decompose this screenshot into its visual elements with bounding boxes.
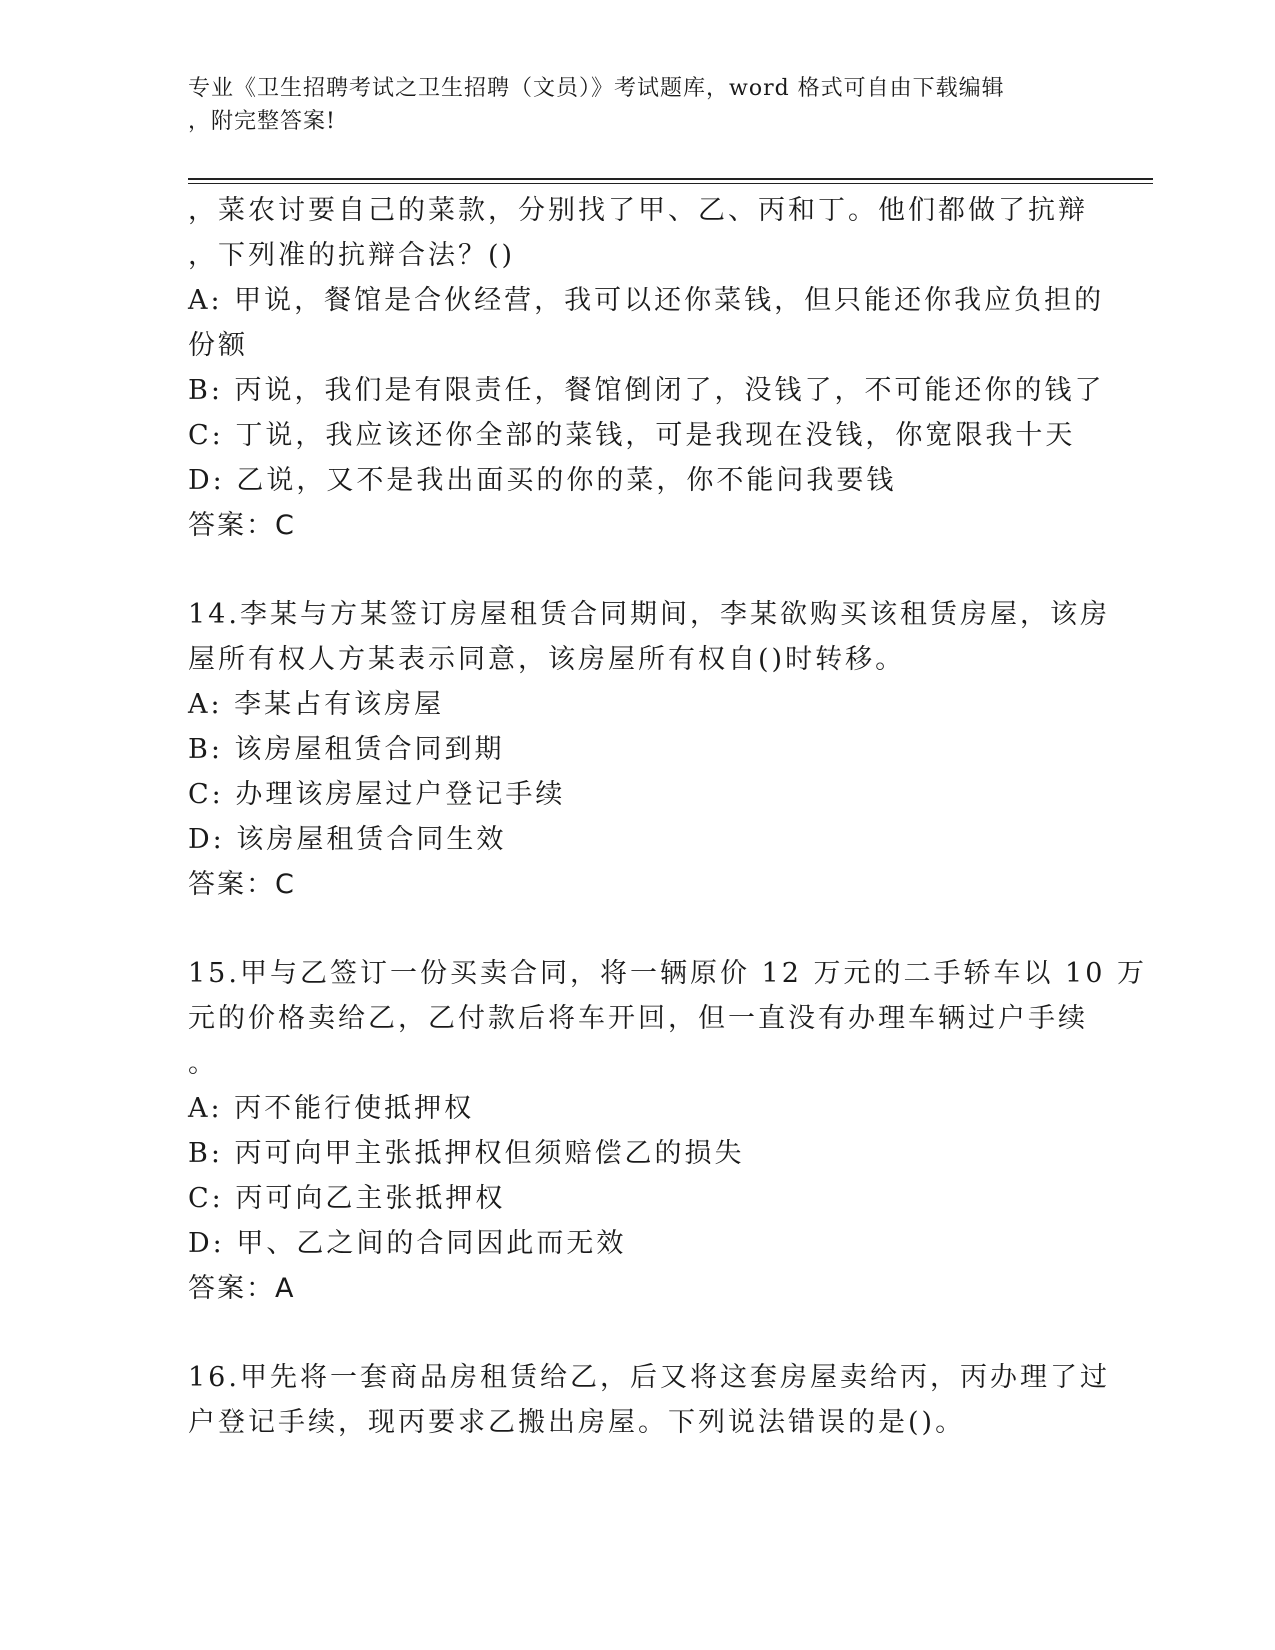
spacer — [188, 1311, 1088, 1355]
option-c: C: 丁说，我应该还你全部的菜钱，可是我现在没钱，你宽限我十天 — [188, 420, 1076, 451]
question-stem-line: 户登记手续，现丙要求乙搬出房屋。下列说法错误的是()。 — [188, 1407, 966, 1438]
question-stem-line: 元的价格卖给乙，乙付款后将车开回，但一直没有办理车辆过户手续 — [188, 1003, 1088, 1034]
header-line-1: 专业《卫生招聘考试之卫生招聘（文员）》考试题库，word 格式可自由下载编辑 — [188, 76, 1005, 101]
spacer — [188, 548, 1088, 592]
spacer — [188, 907, 1088, 951]
question-stem-line: 16.甲先将一套商品房租赁给乙，后又将这套房屋卖给丙，丙办理了过 — [188, 1362, 1110, 1393]
header-divider-thick — [188, 178, 1153, 180]
question-stem-line: 15.甲与乙签订一份买卖合同，将一辆原价 12 万元的二手轿车以 10 万 — [188, 958, 1147, 989]
question-stem-line: ，下列准的抗辩合法？() — [188, 240, 516, 271]
question-13 — [188, 188, 1105, 548]
question-14 — [188, 592, 1110, 907]
question-stem-line: 屋所有权人方某表示同意，该房屋所有权自()时转移。 — [188, 644, 906, 675]
option-a: A: 甲说，餐馆是合伙经营，我可以还你菜钱，但只能还你我应负担的 — [188, 285, 1105, 316]
question-stem-line: 14.李某与方某签订房屋租赁合同期间，李某欲购买该租赁房屋，该房 — [188, 599, 1110, 630]
question-16 — [188, 1355, 1110, 1445]
option-b: B: 丙可向甲主张抵押权但须赔偿乙的损失 — [188, 1138, 745, 1169]
option-a: A: 丙不能行使抵押权 — [188, 1093, 475, 1124]
answer-line: 答案：C — [188, 869, 296, 900]
option-b: B: 该房屋租赁合同到期 — [188, 734, 505, 765]
option-d: D: 甲、乙之间的合同因此而无效 — [188, 1228, 627, 1259]
option-a: A: 李某占有该房屋 — [188, 689, 445, 720]
question-15 — [188, 951, 1147, 1311]
option-d: D: 该房屋租赁合同生效 — [188, 824, 507, 855]
document-header — [188, 72, 1088, 138]
answer-line: 答案：C — [188, 510, 296, 541]
question-stem-line: 。 — [188, 1048, 218, 1079]
option-b: B: 丙说，我们是有限责任，餐馆倒闭了，没钱了，不可能还你的钱了 — [188, 375, 1105, 406]
question-stem-line: ，菜农讨要自己的菜款，分别找了甲、乙、丙和丁。他们都做了抗辩 — [188, 195, 1088, 226]
option-d: D: 乙说，又不是我出面买的你的菜，你不能问我要钱 — [188, 465, 897, 496]
answer-line: 答案：A — [188, 1273, 296, 1304]
option-c: C: 办理该房屋过户登记手续 — [188, 779, 566, 810]
header-line-2: ，附完整答案! — [188, 109, 336, 134]
header-divider-thin — [188, 183, 1153, 184]
option-a-continued: 份额 — [188, 330, 248, 361]
option-c: C: 丙可向乙主张抵押权 — [188, 1183, 506, 1214]
question-content — [188, 188, 1147, 1445]
